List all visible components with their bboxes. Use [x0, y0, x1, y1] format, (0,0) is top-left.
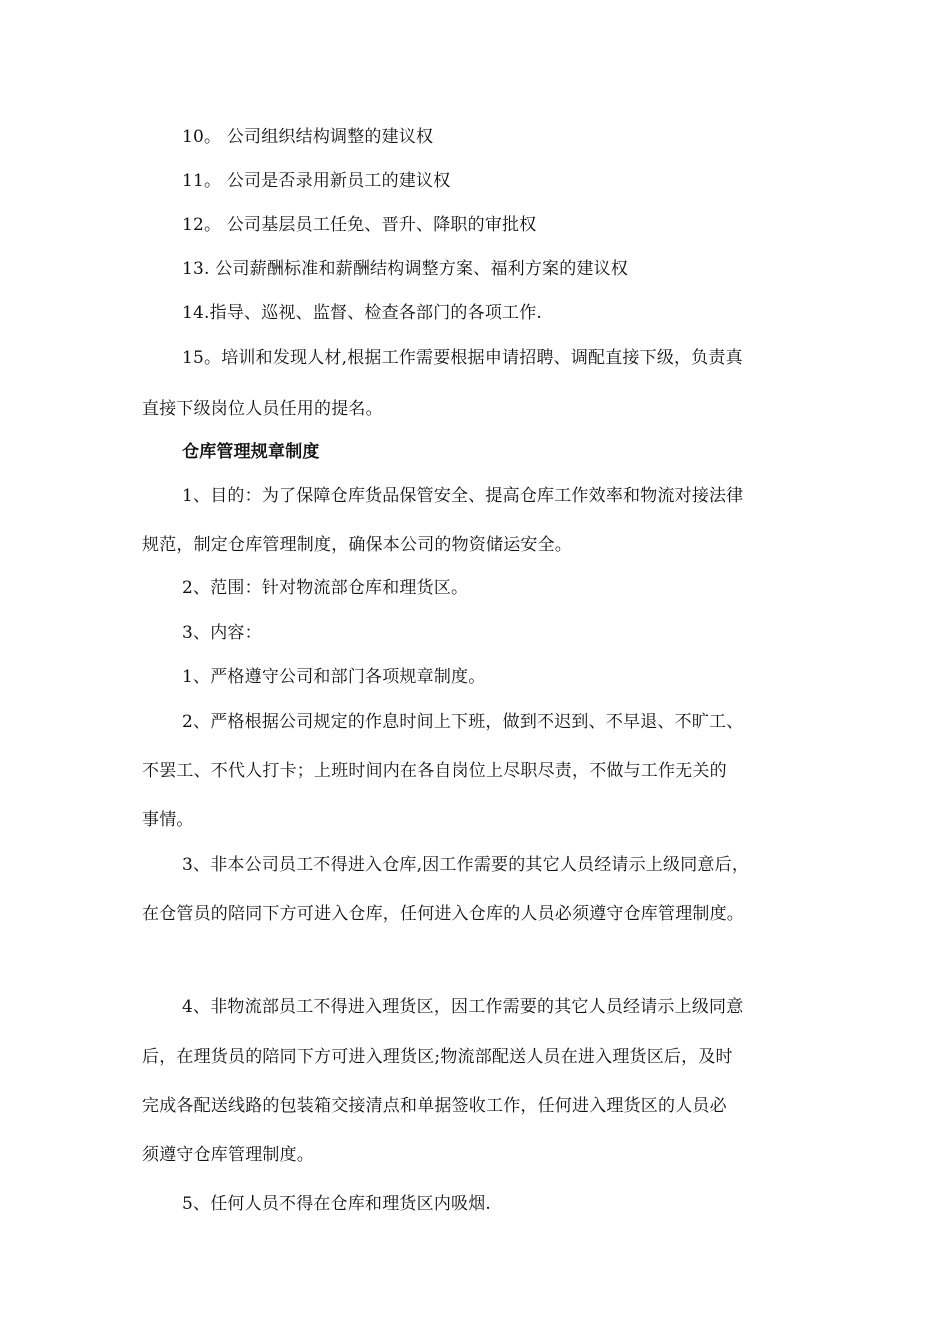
rule-4-continued-a: 后，在理货员的陪同下方可进入理货区;物流部配送人员在进入理货区后，及时 [142, 1047, 733, 1067]
list-item-15-continued: 直接下级岗位人员任用的提名。 [142, 399, 383, 419]
list-item-15: 15。培训和发现人材,根据工作需要根据申请招聘、调配直接下级，负责真 [182, 348, 743, 368]
rule-2-continued-a: 不罢工、不代人打卡；上班时间内在各自岗位上尽职尽责，不做与工作无关的 [142, 761, 727, 781]
paragraph-content: 3、内容： [182, 623, 262, 643]
rule-3-continued: 在仓管员的陪同下方可进入仓库，任何进入仓库的人员必须遵守仓库管理制度。 [142, 904, 744, 924]
rule-5: 5、任何人员不得在仓库和理货区内吸烟. [182, 1194, 492, 1214]
rule-4: 4、非物流部员工不得进入理货区，因工作需要的其它人员经请示上级同意 [182, 997, 744, 1017]
rule-1: 1、严格遵守公司和部门各项规章制度。 [182, 667, 486, 687]
section-heading: 仓库管理规章制度 [182, 442, 320, 462]
rule-4-continued-c: 须遵守仓库管理制度。 [142, 1145, 314, 1165]
list-item-12: 12。 公司基层员工任免、晋升、降职的审批权 [182, 215, 537, 235]
list-item-10: 10。 公司组织结构调整的建议权 [182, 127, 434, 147]
list-item-14: 14.指导、巡视、监督、检查各部门的各项工作. [182, 303, 543, 323]
rule-4-continued-b: 完成各配送线路的包装箱交接清点和单据签收工作，任何进入理货区的人员必 [142, 1096, 727, 1116]
paragraph-purpose-continued: 规范，制定仓库管理制度，确保本公司的物资储运安全。 [142, 535, 572, 555]
paragraph-purpose: 1、目的：为了保障仓库货品保管安全、提高仓库工作效率和物流对接法律 [182, 486, 744, 506]
rule-3: 3、非本公司员工不得进入仓库,因工作需要的其它人员经请示上级同意后， [182, 855, 750, 875]
rule-2: 2、严格根据公司规定的作息时间上下班，做到不迟到、不早退、不旷工、 [182, 712, 744, 732]
list-item-11: 11。 公司是否录用新员工的建议权 [182, 171, 451, 191]
rule-2-continued-b: 事情。 [142, 810, 194, 830]
list-item-13: 13. 公司薪酬标准和薪酬结构调整方案、福利方案的建议权 [182, 259, 629, 279]
paragraph-scope: 2、范围：针对物流部仓库和理货区。 [182, 578, 469, 598]
